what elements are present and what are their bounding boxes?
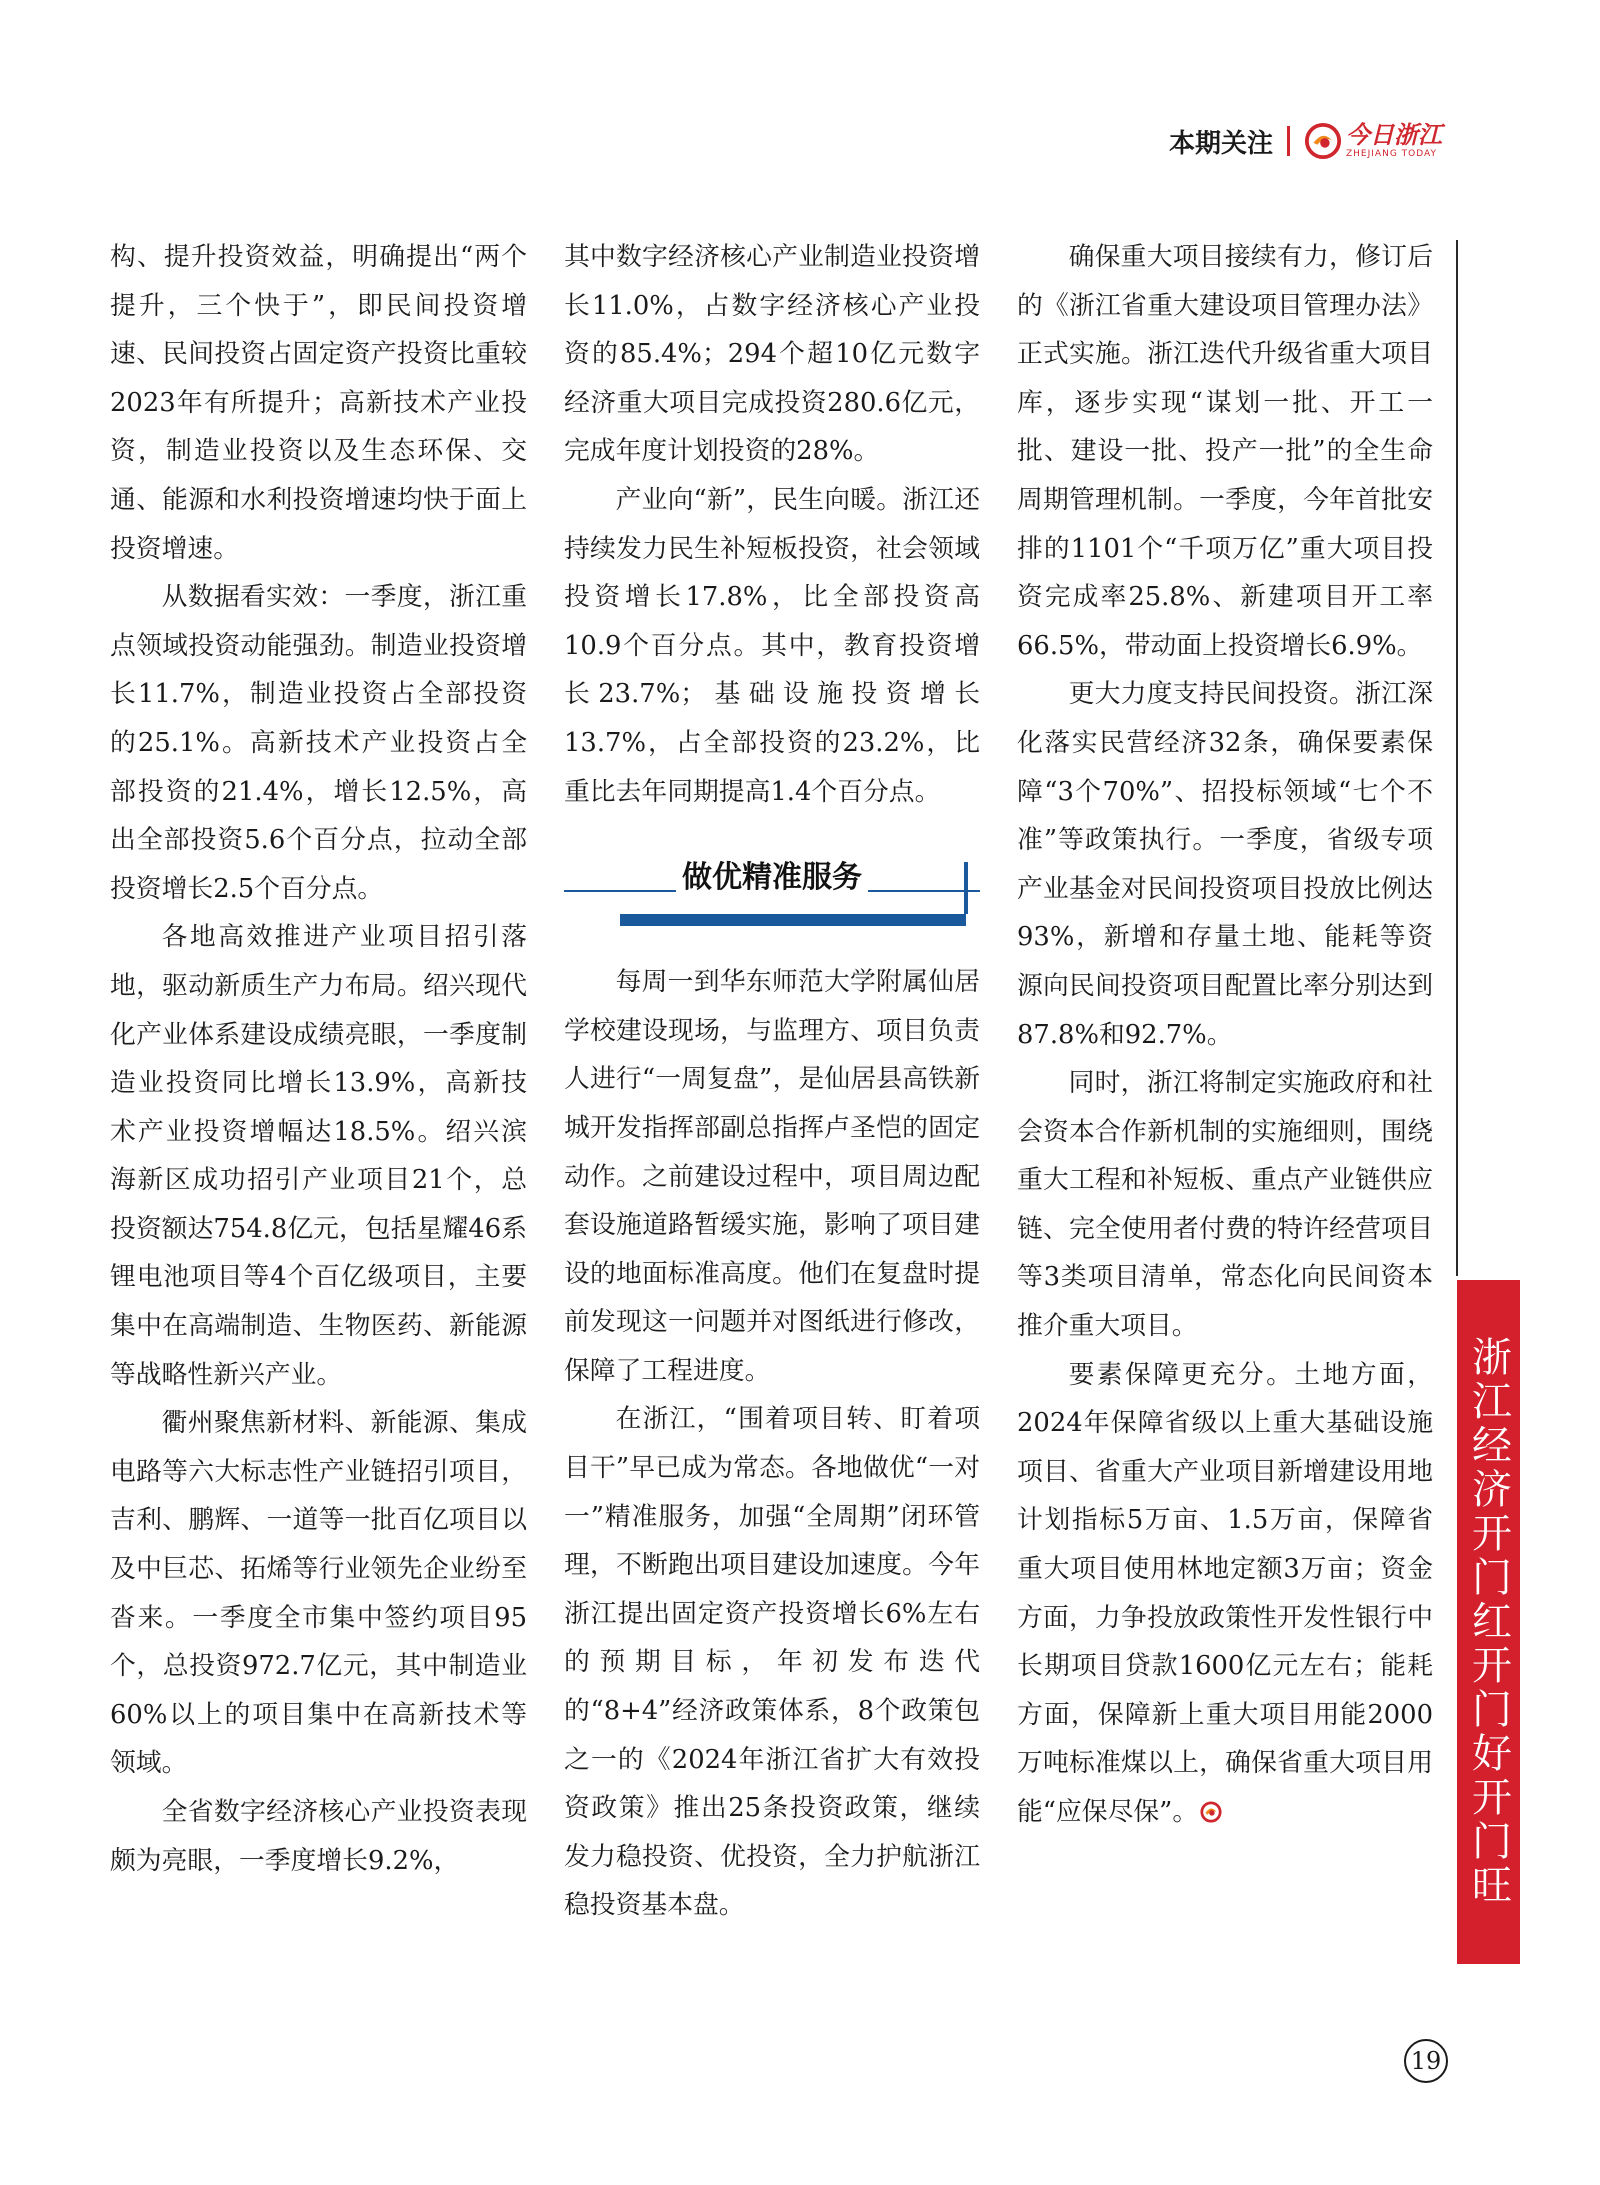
- article-column-2: [564, 233, 980, 1930]
- article-end-icon: [1200, 1801, 1222, 1823]
- article-column-3: [1017, 233, 1433, 1837]
- logo-swirl-icon: [1304, 122, 1342, 160]
- logo-chinese-text: 今日浙江: [1346, 121, 1442, 149]
- paragraph-continued: 其中数字经济核心产业制造业投资增长11.0%，占数字经济核心产业投资的85.4%；294个超10亿元数字经济重大项目完成投资280.6亿元，完成年度计划投资的28%。: [564, 242, 980, 467]
- page-header: [1169, 118, 1442, 164]
- paragraph-text: 要素保障更充分。土地方面，2024年保障省级以上重大基础设施项目、省重大产业项目新增建设用地计划指标5万亩、1.5万亩，保障省重大项目使用林地定额3万亩；资金方面，力争投放政策性开发性银行中长期项目贷款1600亿元左右；能耗方面，保障新上重大项目用能2000万吨标准煤以上，确保省重大项目用能“应保尽保”。: [1017, 1359, 1433, 1827]
- magazine-logo: [1304, 122, 1442, 160]
- banner-text: 浙江经济开门红开门好开门旺: [1465, 1336, 1512, 1908]
- paragraph: 全省数字经济核心产业投资表现颇为亮眼，一季度增长9.2%，: [110, 1797, 527, 1876]
- paragraph: 产业向“新”，民生向暖。浙江还持续发力民生补短板投资，社会领域投资增长17.8%，比全部投资高10.9个百分点。其中，教育投资增长23.7%；基础设施投资增长13.7%，占全部投资的23.2%，比重比去年同期提高1.4个百分点。: [564, 484, 980, 807]
- paragraph-continued: 构、提升投资效益，明确提出“两个提升，三个快于”，即民间投资增速、民间投资占固定资产投资比重较2023年有所提升；高新技术产业投资，制造业投资以及生态环保、交通、能源和水利投资增速均快于面上投资增速。: [110, 242, 527, 564]
- section-title: 做优精准服务: [676, 852, 868, 896]
- heading-corner: [964, 862, 968, 914]
- header-separator: [1287, 126, 1290, 156]
- column-divider: [1456, 240, 1458, 1276]
- paragraph: 更大力度支持民间投资。浙江深化落实民营经济32条，确保要素保障“3个70%”、招投标领域“七个不准”等政策执行。一季度，省级专项产业基金对民间投资项目投放比例达93%，新增和存量土地、能耗等资源向民间投资项目配置比率分别达到87.8%和92.7%。: [1017, 679, 1433, 1050]
- page-number: 19: [1404, 2039, 1448, 2083]
- paragraph: 从数据看实效：一季度，浙江重点领域投资动能强劲。制造业投资增长11.7%，制造业投资占全部投资的25.1%。高新技术产业投资占全部投资的21.4%，增长12.5%，高出全部投资5.6个百分点，拉动全部投资增长2.5个百分点。: [110, 582, 527, 904]
- paragraph: 各地高效推进产业项目招引落地，驱动新质生产力布局。绍兴现代化产业体系建设成绩亮眼，一季度制造业投资同比增长13.9%，高新技术产业投资增幅达18.5%。绍兴滨海新区成功招引产业项目21个，总投资额达754.8亿元，包括星耀46系锂电池项目等4个百亿级项目，主要集中在高端制造、生物医药、新能源等战略性新兴产业。: [110, 922, 527, 1390]
- paragraph: 衢州聚焦新材料、新能源、集成电路等六大标志性产业链招引项目，吉利、鹏辉、一道等一批百亿项目以及中巨芯、拓烯等行业领先企业纷至沓来。一季度全市集中签约项目95个，总投资972.7亿元，其中制造业60%以上的项目集中在高新技术等领域。: [110, 1408, 527, 1779]
- topic-banner: [1457, 1280, 1520, 1964]
- section-heading: [564, 834, 980, 940]
- paragraph: 确保重大项目接续有力，修订后的《浙江省重大建设项目管理办法》正式实施。浙江迭代升级省重大项目库，逐步实现“谋划一批、开工一批、建设一批、投产一批”的全生命周期管理机制。一季度，今年首批安排的1101个“千项万亿”重大项目投资完成率25.8%、新建项目开工率66.5%，带动面上投资增长6.9%。: [1017, 242, 1433, 661]
- section-label: 本期关注: [1168, 128, 1273, 159]
- logo-english-text: ZHEJIANG TODAY: [1346, 149, 1437, 159]
- paragraph: 同时，浙江将制定实施政府和社会资本合作新机制的实施细则，围绕重大工程和补短板、重点产业链供应链、完全使用者付费的特许经营项目等3类项目清单，常态化向民间资本推介重大项目。: [1017, 1068, 1433, 1342]
- article-column-1: [110, 233, 527, 1885]
- paragraph: 在浙江，“围着项目转、盯着项目干”早已成为常态。各地做优“一对一”精准服务，加强“全周期”闭环管理，不断跑出项目建设加速度。今年浙江提出固定资产投资增长6%左右的预期目标，年初发布迭代的“8+4”经济政策体系，8个政策包之一的《2024年浙江省扩大有效投资政策》推出25条投资政策，继续发力稳投资、优投资，全力护航浙江稳投资基本盘。: [564, 1404, 980, 1921]
- paragraph: 每周一到华东师范大学附属仙居学校建设现场，与监理方、项目负责人进行“一周复盘”，是仙居县高铁新城开发指挥部副总指挥卢圣恺的固定动作。之前建设过程中，项目周边配套设施道路暂缓实施，影响了项目建设的地面标准高度。他们在复盘时提前发现这一问题并对图纸进行修改，保障了工程进度。: [564, 967, 980, 1386]
- paragraph-last: [1017, 1351, 1433, 1837]
- heading-bar: [620, 914, 966, 926]
